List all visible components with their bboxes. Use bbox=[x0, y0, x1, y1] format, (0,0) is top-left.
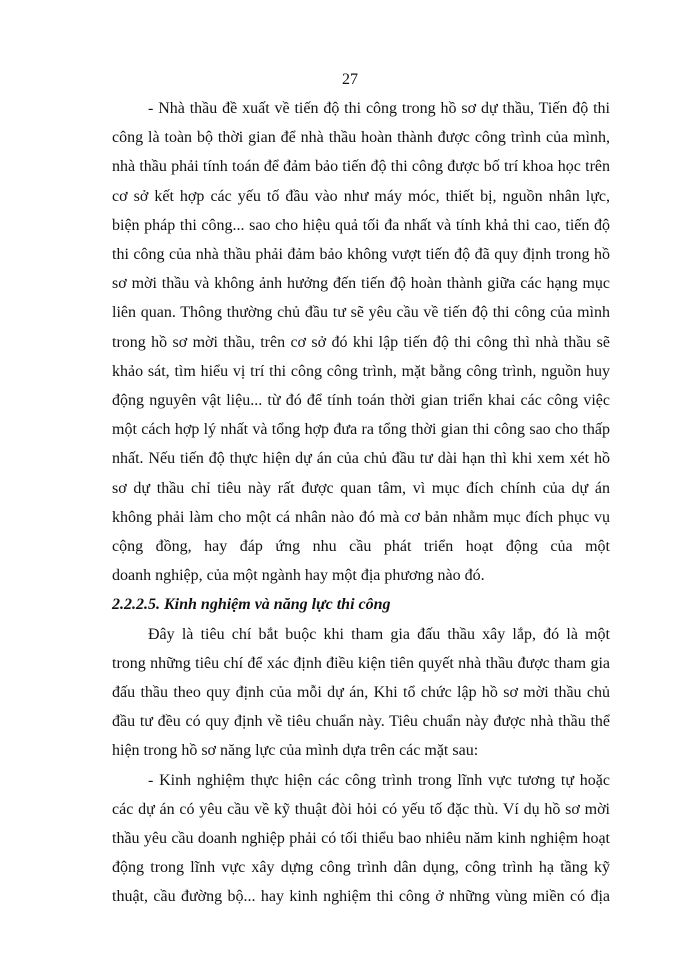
text-line: cộng đồng, hay đáp ứng nhu cầu phát triển hoạt động của một bbox=[112, 538, 610, 556]
text-line: hiện trong hồ sơ năng lực của mình dựa trên các mặt sau: bbox=[112, 742, 479, 760]
text-line: động nguyên vật liệu... từ đó để tính toán thời gian triển khai các công việc bbox=[112, 392, 610, 410]
text-line: không phải làm cho một cá nhân nào đó mà cơ bản nhằm mục đích phục vụ bbox=[112, 508, 610, 526]
text-line: sơ mời thầu và không ảnh hưởng đến tiến độ hoàn thành giữa các hạng mục bbox=[112, 275, 610, 293]
text-line: một cách hợp lý nhất và tổng hợp đưa ra tổng thời gian thi công sao cho thấp bbox=[112, 421, 610, 439]
text-line: đấu thầu theo quy định của mỗi dự án, Khi tổ chức lập hồ sơ mời thầu chủ bbox=[112, 684, 610, 702]
paragraph-experience bbox=[112, 766, 610, 912]
text-line: biện pháp thi công... sao cho hiệu quả tối đa nhất và tính khả thi cao, tiến độ bbox=[112, 216, 610, 234]
text-line: thầu yêu cầu doanh nghiệp phải có tối thiểu bao nhiêu năm kinh nghiệm hoạt bbox=[112, 830, 610, 848]
text-line: liên quan. Thông thường chủ đầu tư sẽ yêu cầu về tiến độ thi công của mình bbox=[112, 304, 610, 322]
text-line: công là toàn bộ thời gian để nhà thầu hoàn thành được công trình của mình, bbox=[112, 129, 610, 147]
paragraph-progress bbox=[112, 94, 610, 590]
section-heading: 2.2.2.5. Kinh nghiệm và năng lực thi công bbox=[112, 596, 391, 614]
page-content bbox=[112, 94, 610, 912]
text-line: sơ dự thầu chỉ tiêu này rất được quan tâm, vì mục đích chính của dự án bbox=[112, 479, 610, 497]
text-line: trong hồ sơ mời thầu, trên cơ sở đó khi lập tiến độ thi công thì nhà thầu sẽ bbox=[112, 333, 610, 351]
text-line: - Nhà thầu đề xuất về tiến độ thi công trong hồ sơ dự thầu, Tiến độ thi bbox=[148, 100, 610, 117]
text-line: thuật, cầu đường bộ... hay kinh nghiệm thi công ở những vùng miền có địa bbox=[112, 888, 610, 906]
text-line: nhất. Nếu tiến độ thực hiện dự án của chủ đầu tư dài hạn thì khi xem xét hồ bbox=[112, 450, 610, 468]
page-number: 27 bbox=[342, 71, 358, 88]
text-line: động trong lĩnh vực xây dựng công trình dân dụng, công trình hạ tầng kỹ bbox=[112, 859, 610, 877]
text-line: doanh nghiệp, của một ngành hay một địa phương nào đó. bbox=[112, 567, 485, 585]
text-line: nhà thầu phải tính toán để đảm bảo tiến độ thi công được bố trí khoa học trên bbox=[112, 158, 610, 176]
text-line: trong những tiêu chí để xác định điều kiện tiên quyết nhà thầu được tham gia bbox=[112, 654, 610, 672]
text-line: khảo sát, tìm hiểu vị trí thi công công trình, mặt bằng công trình, nguồn huy bbox=[112, 362, 610, 380]
text-line: các dự án có yêu cầu về kỹ thuật đòi hỏi có yếu tố đặc thù. Ví dụ hồ sơ mời bbox=[112, 800, 610, 818]
text-line: cơ sở kết hợp các yếu tố đầu vào như máy móc, thiết bị, nguồn nhân lực, bbox=[112, 187, 610, 205]
text-line: thi công của nhà thầu phải đảm bảo không vượt tiến độ đã quy định trong hồ bbox=[112, 246, 610, 264]
text-line: đầu tư đều có quy định về tiêu chuẩn này. Tiêu chuẩn này được nhà thầu thể bbox=[112, 713, 610, 731]
text-line: - Kinh nghiệm thực hiện các công trình trong lĩnh vực tương tự hoặc bbox=[148, 771, 610, 789]
text-line: Đây là tiêu chí bắt buộc khi tham gia đấu thầu xây lắp, đó là một bbox=[148, 625, 610, 643]
paragraph-criteria bbox=[112, 620, 610, 766]
